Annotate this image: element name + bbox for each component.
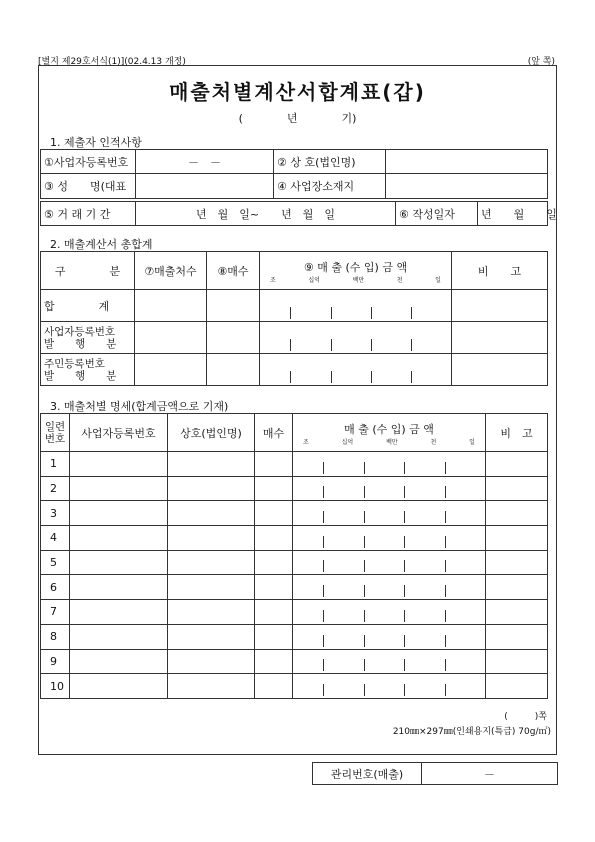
company-field[interactable]	[168, 476, 255, 501]
digit-divider	[411, 371, 412, 383]
detail-body	[41, 452, 548, 699]
period-field[interactable]: 년 월 일~ 년 월 일	[136, 202, 396, 226]
digit-divider	[445, 511, 446, 523]
digit-divider	[290, 371, 291, 383]
digit-divider	[364, 659, 365, 671]
company-field[interactable]	[168, 550, 255, 575]
serial-cell: 10	[41, 674, 70, 699]
management-label: 관리번호(매출)	[313, 763, 422, 785]
digit-divider	[323, 610, 324, 622]
detail-amount-scale	[293, 437, 485, 446]
table-row	[41, 600, 548, 625]
note-field[interactable]	[486, 501, 548, 526]
digit-divider	[323, 684, 324, 696]
digit-divider	[404, 684, 405, 696]
page-title: 매출처별계산서합계표(갑)	[169, 80, 426, 104]
bizreg-field[interactable]	[70, 649, 168, 674]
bizreg-field[interactable]	[70, 526, 168, 551]
col-amount	[260, 252, 452, 290]
col-bizreg: 사업자등록번호	[70, 414, 168, 452]
digit-divider	[323, 511, 324, 523]
digit-divider	[323, 659, 324, 671]
digit-divider	[323, 462, 324, 474]
col-detail-sheets: 매수	[255, 414, 293, 452]
digit-divider	[445, 659, 446, 671]
bizreg-field[interactable]	[70, 624, 168, 649]
digit-divider	[290, 307, 291, 319]
digit-divider	[404, 511, 405, 523]
management-field[interactable]: －	[422, 763, 558, 785]
table-row	[41, 624, 548, 649]
digit-divider	[411, 339, 412, 351]
digit-divider	[364, 486, 365, 498]
company-field[interactable]	[168, 624, 255, 649]
serial-cell: 6	[41, 575, 70, 600]
company-field[interactable]	[168, 501, 255, 526]
detail-amount-header-label: 매 출 (수 입) 금 액	[344, 423, 434, 436]
serial-cell: 2	[41, 476, 70, 501]
col-gubun: 구 분	[41, 252, 135, 290]
bizreg-field[interactable]	[70, 501, 168, 526]
scale-jo: 조	[270, 277, 276, 284]
digit-divider	[445, 585, 446, 597]
bizreg-field[interactable]	[70, 476, 168, 501]
digit-divider	[290, 339, 291, 351]
digit-divider	[404, 585, 405, 597]
address-field[interactable]	[386, 174, 548, 199]
row-bizreg-label-1: 사업자등록번호	[44, 325, 116, 338]
total-note-field[interactable]	[452, 290, 548, 322]
table-row	[41, 649, 548, 674]
digit-divider	[364, 610, 365, 622]
amount-field[interactable]	[293, 452, 486, 477]
total-count-field[interactable]	[135, 290, 207, 322]
digit-divider	[331, 307, 332, 319]
table-row	[41, 452, 548, 477]
resident-sheets-field[interactable]	[207, 354, 260, 386]
management-table	[312, 762, 558, 785]
section2-heading: 2. 매출계산서 총합계	[50, 238, 153, 251]
reg-number-label: ①사업자등록번호	[41, 150, 136, 174]
col-detail-note: 비 고	[486, 414, 548, 452]
serial-cell: 8	[41, 624, 70, 649]
row-total-label: 합 계	[41, 290, 135, 322]
detail-table	[40, 413, 548, 699]
bizreg-field[interactable]	[70, 550, 168, 575]
sheets-field[interactable]	[255, 600, 293, 625]
bizreg-count-field[interactable]	[135, 322, 207, 354]
sheets-field[interactable]	[255, 550, 293, 575]
digit-divider	[323, 560, 324, 572]
resident-count-field[interactable]	[135, 354, 207, 386]
digit-divider	[323, 585, 324, 597]
company-name-label: ② 상 호(법인명)	[274, 150, 386, 174]
digit-divider	[323, 536, 324, 548]
total-amount-field[interactable]	[260, 290, 452, 322]
col-serial	[41, 414, 70, 452]
company-name-field[interactable]	[386, 150, 548, 174]
row-resident-label	[41, 354, 135, 386]
digit-divider	[371, 339, 372, 351]
scale-one: 일	[435, 277, 441, 284]
company-field[interactable]	[168, 526, 255, 551]
note-field[interactable]	[486, 550, 548, 575]
digit-divider	[371, 371, 372, 383]
sheets-field[interactable]	[255, 452, 293, 477]
row-bizreg-label-2: 발 행 분	[44, 337, 117, 350]
table-row	[41, 575, 548, 600]
period-table	[40, 201, 557, 226]
serial-cell: 1	[41, 452, 70, 477]
col-detail-amount	[293, 414, 486, 452]
digit-divider	[364, 511, 365, 523]
scale-million: 백만	[352, 277, 365, 284]
digit-divider	[445, 486, 446, 498]
serial-cell: 7	[41, 600, 70, 625]
bizreg-field[interactable]	[70, 452, 168, 477]
note-field[interactable]	[486, 674, 548, 699]
digit-divider	[364, 684, 365, 696]
col-serial-2: 번호	[44, 432, 66, 445]
col-sheets: ⑧매수	[207, 252, 260, 290]
year-period-line: ( 년 기)	[238, 112, 357, 125]
period-label: ⑤ 거 래 기 간	[41, 202, 136, 226]
note-field[interactable]	[486, 452, 548, 477]
representative-field[interactable]	[136, 174, 274, 199]
amount-field[interactable]	[293, 501, 486, 526]
section3-heading: 3. 매출처별 명세(합계금액으로 기재)	[50, 400, 229, 413]
table-row	[41, 550, 548, 575]
note-field[interactable]	[486, 526, 548, 551]
digit-divider	[331, 339, 332, 351]
detail-scale-million: 백만	[386, 439, 398, 446]
serial-cell: 5	[41, 550, 70, 575]
digit-divider	[364, 536, 365, 548]
col-customer-count: ⑦매출처수	[135, 252, 207, 290]
table-row	[41, 476, 548, 501]
digit-divider	[404, 635, 405, 647]
row-bizreg-label	[41, 322, 135, 354]
sheets-field[interactable]	[255, 649, 293, 674]
row-resident-label-1: 주민등록번호	[44, 357, 105, 370]
digit-divider	[445, 610, 446, 622]
digit-divider	[323, 486, 324, 498]
col-serial-1: 일련	[44, 420, 66, 433]
written-date-field[interactable]: 년 월 일	[478, 202, 548, 226]
amount-field[interactable]	[293, 600, 486, 625]
sheets-field[interactable]	[255, 674, 293, 699]
resident-note-field[interactable]	[452, 354, 548, 386]
note-field[interactable]	[486, 575, 548, 600]
sheets-field[interactable]	[255, 476, 293, 501]
serial-cell: 9	[41, 649, 70, 674]
written-date-label: ⑥ 작성일자	[396, 202, 478, 226]
detail-scale-billion: 십억	[341, 439, 354, 446]
bizreg-field[interactable]	[70, 600, 168, 625]
amount-field[interactable]	[293, 674, 486, 699]
digit-divider	[364, 585, 365, 597]
sheets-field[interactable]	[255, 526, 293, 551]
digit-divider	[404, 486, 405, 498]
sheets-field[interactable]	[255, 501, 293, 526]
company-field[interactable]	[168, 649, 255, 674]
company-field[interactable]	[168, 600, 255, 625]
digit-divider	[404, 560, 405, 572]
digit-divider	[364, 635, 365, 647]
sheets-field[interactable]	[255, 624, 293, 649]
note-field[interactable]	[486, 649, 548, 674]
digit-divider	[445, 635, 446, 647]
amount-field[interactable]	[293, 624, 486, 649]
section1-heading: 1. 제출자 인적사항	[50, 136, 142, 149]
digit-divider	[323, 635, 324, 647]
table-row	[41, 526, 548, 551]
amount-field[interactable]	[293, 649, 486, 674]
digit-divider	[364, 560, 365, 572]
note-field[interactable]	[486, 600, 548, 625]
amount-field[interactable]	[293, 476, 486, 501]
scale-thousand: 천	[396, 277, 403, 284]
row-resident-label-2: 발 행 분	[44, 369, 117, 382]
company-field[interactable]	[168, 575, 255, 600]
detail-scale-jo: 조	[303, 439, 309, 446]
sheets-field[interactable]	[255, 575, 293, 600]
page-count: ( )쪽	[504, 712, 547, 722]
col-note: 비 고	[452, 252, 548, 290]
digit-divider	[445, 560, 446, 572]
digit-divider	[404, 610, 405, 622]
digit-divider	[445, 536, 446, 548]
digit-divider	[371, 307, 372, 319]
detail-scale-one: 일	[469, 439, 475, 446]
bizreg-note-field[interactable]	[452, 322, 548, 354]
page-side: (앞 쪽)	[527, 57, 555, 67]
digit-divider	[404, 659, 405, 671]
bizreg-sheets-field[interactable]	[207, 322, 260, 354]
note-field[interactable]	[486, 624, 548, 649]
digit-divider	[445, 462, 446, 474]
scale-billion: 십억	[308, 277, 320, 284]
amount-field[interactable]	[293, 575, 486, 600]
digit-divider	[411, 307, 412, 319]
serial-cell: 4	[41, 526, 70, 551]
digit-divider	[404, 462, 405, 474]
representative-label: ③ 성 명(대표	[41, 174, 136, 199]
form-id: [별지 제29호서식(1)](02.4.13 개정)	[38, 57, 186, 67]
amount-field[interactable]	[293, 550, 486, 575]
bizreg-field[interactable]	[70, 674, 168, 699]
amount-field[interactable]	[293, 526, 486, 551]
submitter-table	[40, 149, 548, 199]
digit-divider	[364, 462, 365, 474]
serial-cell: 3	[41, 501, 70, 526]
digit-divider	[445, 684, 446, 696]
amount-header-label: ⑨ 매 출 (수 입) 금 액	[303, 261, 408, 274]
paper-spec: 210㎜×297㎜(인쇄용지(특급) 70g/㎡)	[392, 727, 551, 737]
company-field[interactable]	[168, 452, 255, 477]
bizreg-field[interactable]	[70, 575, 168, 600]
address-label: ④ 사업장소재지	[274, 174, 386, 199]
table-row	[41, 674, 548, 699]
reg-number-field[interactable]: － －	[136, 150, 274, 174]
total-table	[40, 251, 548, 386]
digit-divider	[331, 371, 332, 383]
digit-divider	[404, 536, 405, 548]
table-row	[41, 501, 548, 526]
company-field[interactable]	[168, 674, 255, 699]
total-sheets-field[interactable]	[207, 290, 260, 322]
amount-scale	[260, 275, 451, 284]
note-field[interactable]	[486, 476, 548, 501]
detail-scale-thousand: 천	[430, 439, 437, 446]
bizreg-amount-field[interactable]	[260, 322, 452, 354]
resident-amount-field[interactable]	[260, 354, 452, 386]
col-company: 상호(법인명)	[168, 414, 255, 452]
